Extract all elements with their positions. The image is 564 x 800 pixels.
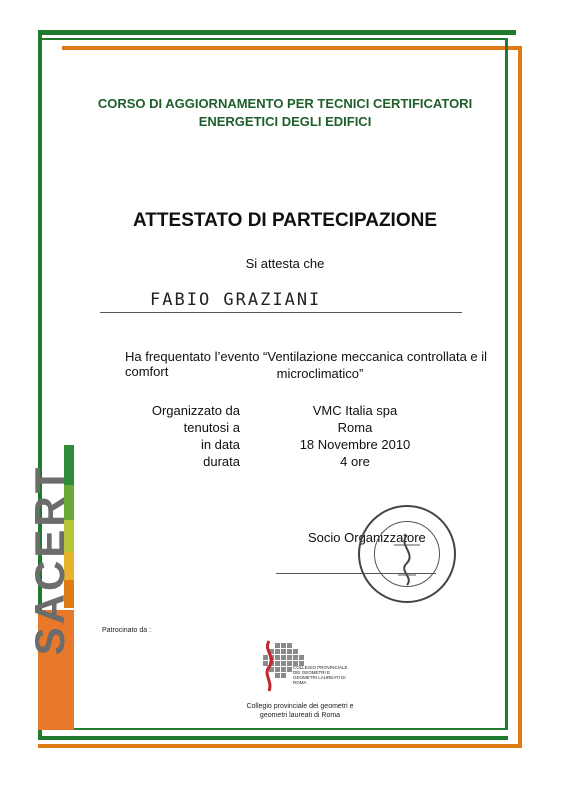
stamp-seal <box>358 505 456 603</box>
value-duration: 4 ore <box>340 454 370 469</box>
course-title-line1: CORSO DI AGGIORNAMENTO PER TECNICI CERTIFICATORI <box>97 96 473 111</box>
details-values <box>285 402 425 470</box>
label-organized: Organizzato da <box>151 403 240 418</box>
signature-label: Socio Organizzatore <box>308 530 426 545</box>
event-line2: microclimatico” <box>276 366 364 381</box>
border-top-orange <box>62 46 522 50</box>
event-line1: Ha frequentato l’evento “Ventilazione meccanica controllata e il comfort <box>125 349 488 379</box>
sacert-wordmark: SACERT <box>26 464 73 656</box>
value-location: Roma <box>337 420 373 435</box>
sponsor-label: Patrocinato da : <box>102 627 152 634</box>
name-underline <box>100 312 462 313</box>
attests-text: Si attesta che <box>245 256 325 271</box>
border-bottom-green <box>38 736 508 740</box>
border-top-green-thin <box>38 38 508 40</box>
border-top-green <box>38 30 516 35</box>
border-bottom-orange <box>38 744 522 748</box>
course-title-line2: ENERGETICI DEGLI EDIFICI <box>198 114 372 129</box>
border-right-orange <box>518 46 522 746</box>
label-held-at: tenutosi a <box>183 420 240 435</box>
label-duration: durata <box>203 454 240 469</box>
border-right-green <box>505 38 508 728</box>
participant-name: FABIO GRAZIANI <box>150 290 322 310</box>
border-bottom-green-thin <box>50 728 508 730</box>
sponsor-caption-line1: Collegio provinciale dei geometri e <box>246 703 354 710</box>
details-labels <box>120 402 240 470</box>
sponsor-caption-line2: geometri laureati di Roma <box>259 712 341 719</box>
value-organizer: VMC Italia spa <box>312 403 398 418</box>
stamp-emblem-icon <box>358 505 456 603</box>
certificate-title: ATTESTATO DI PARTECIPAZIONE <box>133 210 437 231</box>
sacert-logo <box>22 440 73 680</box>
label-date: in data <box>200 437 240 452</box>
value-date: 18 Novembre 2010 <box>299 437 411 452</box>
geometri-logo-text: COLLEGIO PROVINCIALE DEI GEOMETRI E GEOMETRI LAUREATI DI ROMA <box>293 665 348 685</box>
